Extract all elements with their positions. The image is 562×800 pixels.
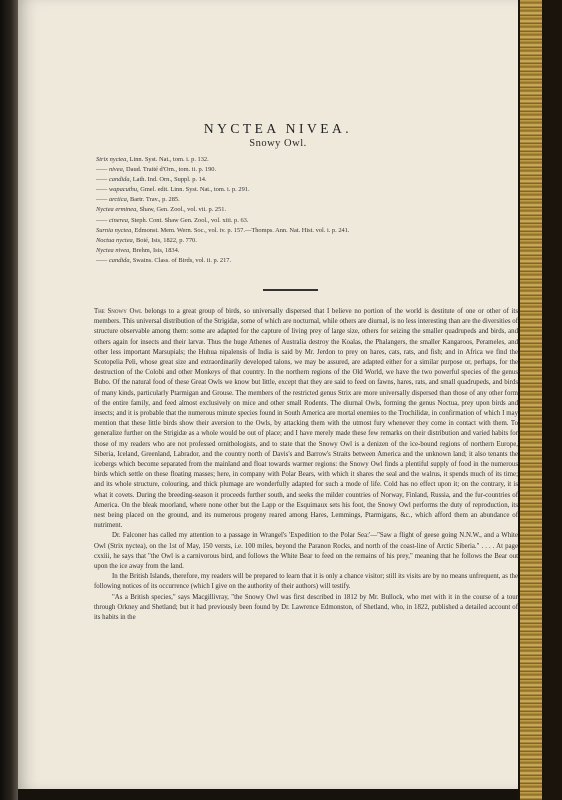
paragraph: "As a British species," says Macgillivray, "the Snowy Owl was first described in 1812 by Mr. Bullock, who met with it in the course of a tour through Orkney and Shetland; but it had previously been found by Dr. Lawrence Edmonston, of Shetland, who, in 1822, published a detailed account of its habits in the bbox=[94, 593, 518, 622]
section-divider bbox=[263, 289, 318, 291]
book-page bbox=[18, 0, 518, 789]
synonym-entry: —— wapacuthu, Gmel. edit. Linn. Syst. Nat., tom. i. p. 291. bbox=[96, 186, 250, 194]
synonym-entry: —— arctica, Bartr. Trav., p. 285. bbox=[96, 196, 180, 204]
synonym-entry: —— cinerea, Steph. Cont. Shaw Gen. Zool., vol. xiii. p. 63. bbox=[96, 216, 249, 224]
synonym-entry: Noctua nyctea, Boié, Isis, 1822, p. 770. bbox=[96, 236, 197, 244]
synonym-entry: Surnia nyctea, Edmonst. Mem. Wern. Soc., vol. iv. p. 157.—Thomps. Ann. Nat. Hist. vol. i. p. 241. bbox=[96, 226, 350, 234]
book-gutter bbox=[0, 0, 20, 800]
paragraph: The Snowy Owl belongs to a great group of birds, so universally dispersed that I believe no portion of the world is destitute of one or other of its members. This universal distribution of the Strigidæ, some of which are nocturnal, while others are diurnal, is no less interesting than are the diversities of structure observable among them: some are adapted for the capture of living prey of large size, others for seizing the smaller quadrupeds and birds, and others again for insects and their larvæ. Thus the huge Athenes of Australia destroy the Koalas, the Phalangers, the smaller Kangaroos, Perameles, and other less important Marsupials; the Huhua nipalensis of India is said by Mr. Jerdon to prey on hares, cats, rats, and fish; and in Africa we find the Scotopelia Peli, whose great size and extraordinarily developed talons, we may be assured, are adapted either for a similar purpose or, perhaps, for the destruction of the Colobi and other Monkeys of that country. In the northern regions of the Old World, we have the two powerful species of the genus Bubo. Of the natural food of these Great Owls we know but little, except that they are said to feed on fawns, hares, rats, and small quadrupeds, and birds of many kinds, particularly Ptarmigan and Grouse. The members of the restricted genus Strix are more universally dispersed than those of any other form of the entire family, and feed almost exclusively on mice and other small Rodents. The diurnal Owls, forming the genus Noctua, prey upon birds and insects; and it is probable that the numerous minute species found in South America are mortal enemies to the Trochilidæ, in confirmation of which I may mention that these little birds show their aversion to the Owls, by attacking them with the utmost fury whenever they come in contact with them. To generalize further on the Strigidæ as a whole would be out of place; and I have merely made these few remarks on their distribution and varied habits for those of my readers who are not professed ornithologists, and to state that the Snowy Owl is a denizen of the ice-bound regions of northern Europe, Siberia, Iceland, Greenland, Labrador, and the country north of Davis's and Barrow's Straits between America and the unknown land; it also tenants the icebergs which become separated from the mainland and float towards warmer regions: the Snowy Owl finds a plentiful supply of food in the numerous birds which settle on these floating masses; here, in company with Polar Bears, with which it shares the seal and the walrus, it spends much of its time; and its whole structure, colouring, and thick plumage are wonderfully adapted for such a mode of life. Cold has no effect upon it; on the contrary, it is what it covets. During the breeding-season it proceeds further south, and seeks the milder countries of Norway, Finland, Russia, and the fur-countries of America. On the bleak moorland, where none other but the Lapp or the Esquimaux sets his foot, the Snowy Owl performs the duty of reproduction, its nest being placed on the ground, and its numerous progeny reared among Hares, Lemmings, Ptarmigans, &c., which afford them an abundance of nutriment. bbox=[94, 308, 518, 530]
paragraph: In the British Islands, therefore, my readers will be prepared to learn that it is only a chance visitor; still its visits are by no means unfrequent, as the following notices of its occurrence (which I give on the authority of their authors) will testify. bbox=[94, 573, 518, 591]
book-bottom-edge bbox=[18, 789, 518, 800]
page-subtitle: Snowy Owl. bbox=[249, 138, 307, 149]
synonym-entry: —— candida, Swains. Class. of Birds, vol. ii. p. 217. bbox=[96, 256, 232, 264]
synonym-entry: Nyctea nivea, Brehm, Isis, 1834. bbox=[96, 246, 180, 254]
synonym-entry: Nyctea erminea, Shaw, Gen. Zool., vol. vii. p. 251. bbox=[96, 206, 227, 214]
synonym-entry: —— candida, Lath. Ind. Orn., Suppl. p. 14. bbox=[96, 176, 207, 184]
paragraph: Dr. Falconer has called my attention to a passage in Wrangel's 'Expedition to the Polar Sea:'—"Saw a flight of geese going N.N.W., and a White Owl (Strix nyctea), on the 1st of May, 150 versts, i.e. 100 miles, beyond the Paranon Rocks, and north of the coast-line of Arctic Siberia." . . . . At page cxxiii, he says that "the Owl is a carnivorous bird, and follows the White Bear to feed on the remains of his prey," meaning that he follows the Bear out upon the ice away from the land. bbox=[94, 532, 518, 571]
gilt-page-edge bbox=[520, 0, 542, 800]
page-title: NYCTEA NIVEA. bbox=[203, 121, 353, 136]
body-text bbox=[94, 307, 518, 623]
synonym-entry: Strix nyctea, Linn. Syst. Nat., tom. i. p. 132. bbox=[96, 156, 209, 163]
synonymy-list bbox=[96, 155, 516, 266]
synonym-entry: —— nivea, Daud. Traité d'Orn., tom. ii. p. 190. bbox=[96, 166, 217, 174]
